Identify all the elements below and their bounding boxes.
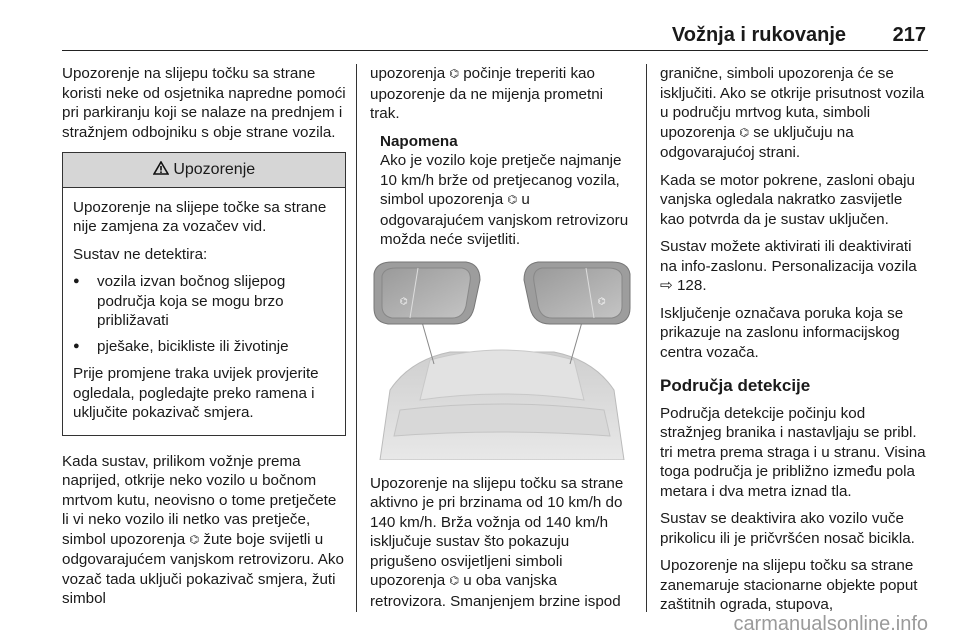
text: Kada sustav, prilikom vožnje prema naprijed, otkrije neko vozilo u bočnom mrtvom kutu, neovisno o tome pretječete li vi neko vozilo ili netko vas pretječe, simbol upozorenja	[62, 452, 337, 548]
text: u oba vanjska retrovizora. Smanjenjem brzine ispod	[370, 572, 621, 610]
text: granične, simboli upozorenja će se isključiti. Ako se otkrije prisutnost vozila u području mrtvog kuta, simboli upozorenja	[660, 65, 925, 141]
paragraph	[370, 474, 634, 612]
text: žute boje svijetli u odgovarajućem vanjskom retrovizoru. Ako vozač tada uključi pokazivač smjera, žuti simbol	[62, 530, 344, 607]
paragraph: Kada se motor pokrene, zasloni obaju vanjska ogledala nakratko zasvijetle kao potvrda da je sustav uključen.	[660, 171, 915, 228]
paragraph	[62, 452, 346, 609]
note-title: Napomena	[380, 132, 458, 150]
warning-triangle-icon	[153, 161, 173, 178]
column-1	[62, 64, 346, 617]
paragraph: Sustav se deaktivira ako vozilo vuče prikolicu ili je pričvršćen nosač bicikla.	[660, 510, 915, 547]
paragraph: Upozorenje na slijepu točku sa strane zanemaruje stacionarne objekte poput zaštitnih ograda, stupova,	[660, 557, 918, 613]
paragraph	[370, 64, 634, 124]
column-divider	[356, 64, 357, 612]
text: počinje treperiti kao upozorenje da ne mijenja prometni trak.	[370, 65, 604, 122]
text: u odgovarajućem vanjskom retrovizoru možda neće svijetliti.	[380, 191, 629, 248]
column-2	[370, 64, 634, 619]
warning-box	[62, 152, 346, 436]
warning-text: Sustav ne detektira:	[73, 245, 208, 263]
svg-text:⌬: ⌬	[400, 296, 408, 307]
page-reference-arrow-icon: ⇨	[660, 277, 673, 294]
mirrors-illustration	[370, 260, 634, 460]
text: upozorenja	[370, 572, 446, 589]
page-reference[interactable]: 128	[676, 277, 703, 294]
list-item: ● vozila izvan bočnog slijepog područja koja se mogu brzo približavati	[73, 272, 335, 331]
paragraph: Sustav možete aktivirati ili deaktivirati na info-zaslonu. Personalizacija vozila ⇨ 128.	[660, 238, 917, 294]
section-heading: Područja detekcije	[660, 376, 811, 395]
column-divider	[646, 64, 647, 612]
page-number: 217	[892, 24, 926, 46]
text: se uključuju na odgovarajućoj strani.	[660, 123, 854, 161]
page-header	[62, 22, 928, 51]
warning-title: Upozorenje	[173, 161, 256, 178]
text: Upozorenje na slijepu točku sa strane aktivno je pri brzinama od 10 km/h do 140 km/h. Brža vožnja od 140 km/h isključuje sustav što pokazuju prigušeno osvijetljeni simboli	[370, 474, 624, 570]
intro-paragraph: Upozorenje na slijepu točku sa strane koristi neke od osjetnika napredne pomoći pri parkiranju koji se nalaze na prednjem i stražnjem odbojniku s obje strane vozila.	[62, 65, 346, 141]
blind-spot-symbol-icon: ⌬	[449, 575, 459, 587]
note-block	[380, 132, 634, 250]
blind-spot-symbol-icon: ⌬	[189, 533, 200, 546]
warning-text: Prije promjene traka uvijek provjerite ogledala, pogledajte preko ramena i uključite pokazivač smjera.	[73, 365, 319, 421]
text: upozorenja	[370, 65, 446, 82]
warning-header	[63, 153, 345, 188]
paragraph: Područja detekcije počinju kod stražnjeg branika i nastavljaju se pribl. tri metra prema straga i u stranu. Visina toga područja je približno između pola metara i dva metra iznad tla.	[660, 404, 926, 500]
chapter-title: Vožnja i rukovanje	[671, 24, 846, 46]
blind-spot-symbol-icon: ⌬	[507, 194, 518, 206]
column-3	[660, 64, 930, 623]
watermark: carmanualsonline.info	[733, 613, 928, 635]
blind-spot-symbol-icon: ⌬	[739, 126, 749, 139]
warning-body	[63, 188, 345, 435]
warning-list	[73, 272, 335, 356]
paragraph: Isključenje označava poruka koja se prikazuje na zaslonu informacijskog centra vozača.	[660, 304, 904, 361]
note-text	[380, 151, 634, 250]
paragraph	[660, 64, 930, 163]
warning-text: Upozorenje na slijepe točke sa strane nije zamjena za vozačev vid.	[73, 198, 327, 235]
text: Sustav možete aktivirati ili deaktivirati na info-zaslonu. Personalizacija vozila	[660, 238, 917, 275]
text: Ako je vozilo koje pretječe najmanje 10 km/h brže od pretjecanog vozila, simbol upozorenja	[380, 152, 622, 208]
svg-text:⌬: ⌬	[598, 296, 606, 307]
blind-spot-symbol-icon: ⌬	[449, 68, 459, 80]
list-item: ● pješake, bicikliste ili životinje	[73, 337, 335, 357]
